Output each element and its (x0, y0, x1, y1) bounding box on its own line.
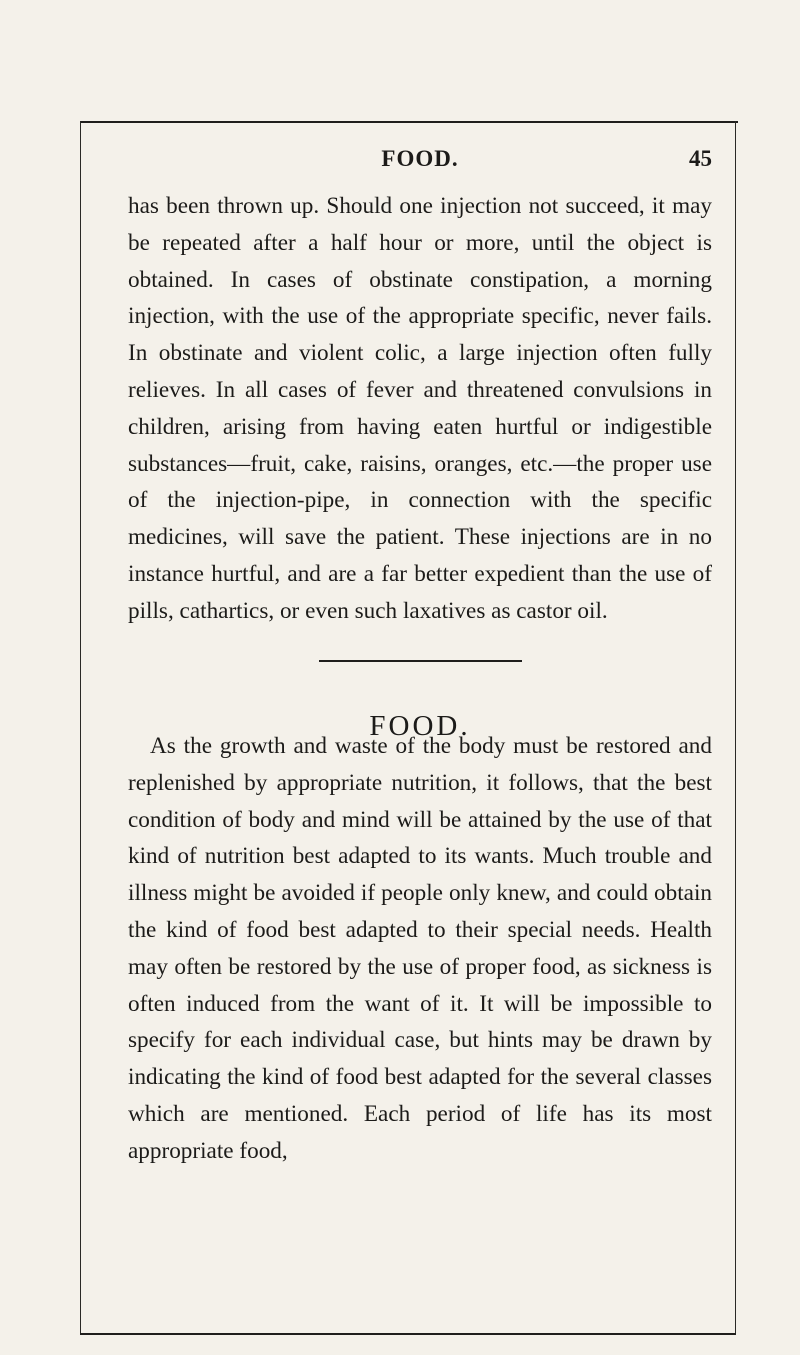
page-border-left (80, 121, 81, 1335)
running-head (128, 146, 712, 182)
page-border-top (80, 121, 738, 123)
page-border-bottom (80, 1333, 736, 1335)
section-paragraph: As the growth and waste of the body must be restored and replenished by appropriate nutrition, it follows, that the best condition of body and mind will be attained by the use of that kind of nutrition best adapted to its wants. Much trouble and illness might be avoided if people only knew, and could obtain the kind of food best adapted to their special needs. Health may often be restored by the use of proper food, as sickness is often induced from the want of it. It will be impossible to specify for each individual case, but hints may be drawn by indicating the kind of food best adapted for the several classes which are mentioned. Each period of life has its most appropriate food, (128, 733, 712, 1164)
section-heading: FOOD. (369, 710, 471, 743)
section-divider (319, 660, 522, 662)
continuation-paragraph: has been thrown up. Should one injection not succeed, it may be repeated after a half hour or more, until the object is obtained. In cases of obstinate constipation, a morning injection, with the use of the appropriate specific, never fails. In obstinate and violent colic, a large injection often fully relieves. In all cases of fever and threatened convulsions in children, arising from having eaten hurtful or indigestible substances—fruit, cake, raisins, oranges, etc.—the proper use of the injection-pipe, in connection with the specific medicines, will save the patient. These injections are in no instance hurtful, and are a far better expedient than the use of pills, cathartics, or even such laxatives as castor oil. (128, 193, 712, 624)
page-number: 45 (689, 146, 712, 171)
page-border-right (735, 121, 736, 1335)
running-title: FOOD. (381, 146, 459, 171)
